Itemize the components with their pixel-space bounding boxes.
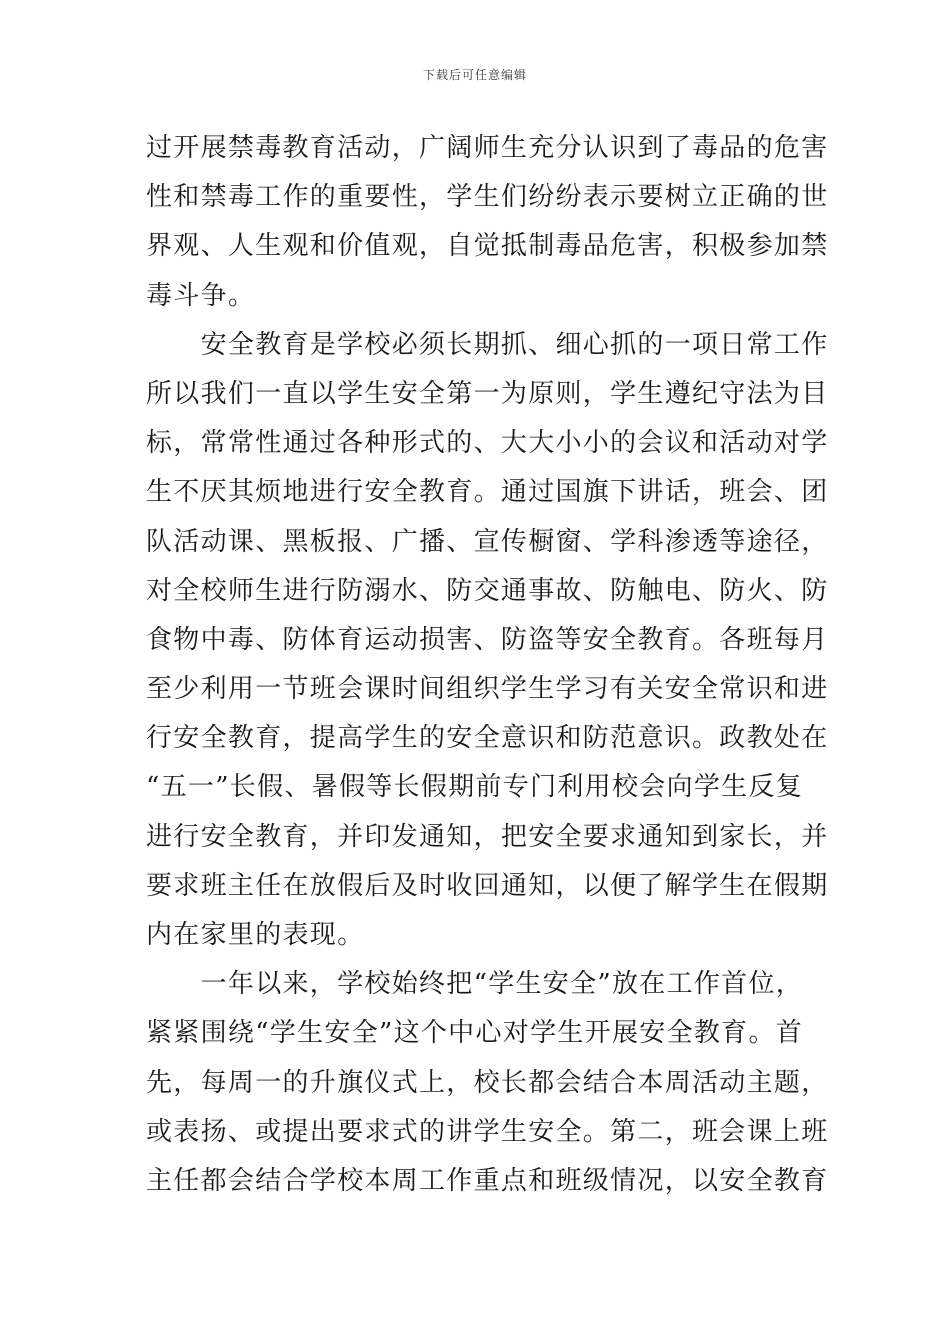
text-line: 安全教育是学校必须长期抓、细心抓的一项日常工作 <box>146 329 829 360</box>
text-line: 队活动课、黑板报、广播、宣传橱窗、学科渗透等途径， <box>146 526 829 557</box>
text-line: 至少利用一节班会课时间组织学生学习有关安全常识和进 <box>146 674 829 705</box>
text-line: 界观、人生观和价值观，自觉抵制毒品危害，积极参加禁 <box>146 231 829 262</box>
text-line: 生不厌其烦地进行安全教育。通过国旗下讲话，班会、团 <box>146 477 829 508</box>
text-line: 主任都会结合学校本周工作重点和班级情况，以安全教育 <box>146 1165 829 1196</box>
text-line: 或表扬、或提出要求式的讲学生安全。第二，班会课上班 <box>146 1116 829 1147</box>
text-line: 毒斗争。 <box>146 280 256 311</box>
text-line: 紧紧围绕“学生安全”这个中心对学生开展安全教育。首 <box>146 1018 804 1049</box>
text-line: 内在家里的表现。 <box>146 920 365 950</box>
header-note: 下载后可任意编辑 <box>422 68 527 82</box>
text-line: 对全校师生进行防溺水、防交通事故、防触电、防火、防 <box>146 575 829 606</box>
text-line: “五一”长假、暑假等长假期前专门利用校会向学生反复 <box>146 772 804 803</box>
text-line: 过开展禁毒教育活动，广阔师生充分认识到了毒品的危害 <box>146 133 829 163</box>
text-line: 先，每周一的升旗仪式上，校长都会结合本周活动主题， <box>146 1067 829 1098</box>
text-line: 一年以来，学校始终把“学生安全”放在工作首位， <box>146 969 804 1000</box>
text-line: 行安全教育，提高学生的安全意识和防范意识。政教处在 <box>146 723 829 754</box>
text-line: 要求班主任在放假后及时收回通知，以便了解学生在假期 <box>146 870 829 901</box>
text-line: 食物中毒、防体育运动损害、防盗等安全教育。各班每月 <box>146 624 829 655</box>
text-line: 标，常常性通过各种形式的、大大小小的会议和活动对学 <box>146 428 829 459</box>
text-line: 进行安全教育，并印发通知，把安全要求通知到家长，并 <box>146 821 829 852</box>
document-body <box>146 124 829 1206</box>
text-line: 性和禁毒工作的重要性，学生们纷纷表示要树立正确的世 <box>146 182 829 213</box>
text-line: 所以我们一直以学生安全第一为原则，学生遵纪守法为目 <box>146 378 829 409</box>
